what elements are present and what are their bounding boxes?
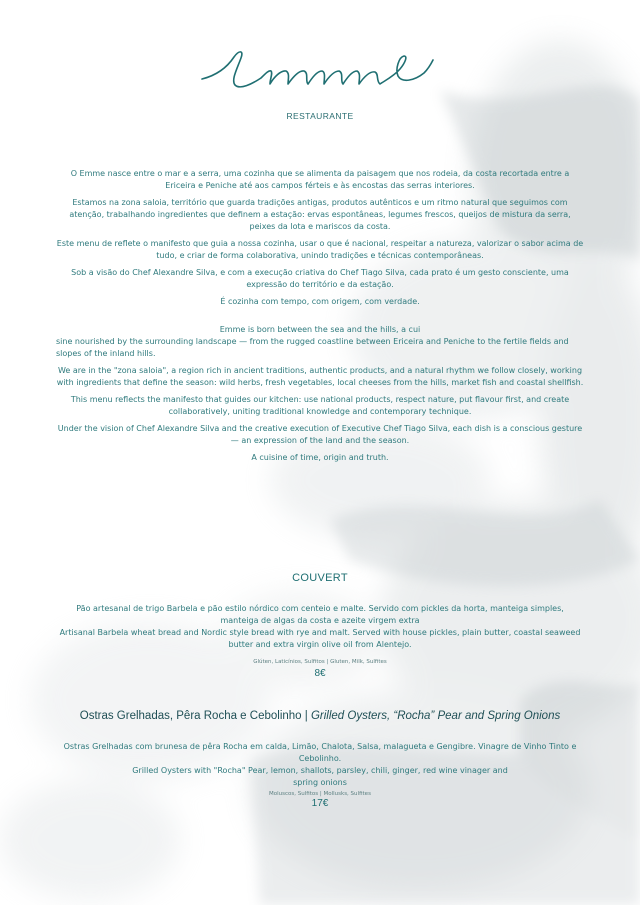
intro-pt-paragraph: O Emme nasce entre o mar e a serra, uma cozinha que se alimenta da paisagem que nos rodeia, da costa recortada entre a Ericeira e Peniche até aos campos férteis e às encostas das serras interiores. (70, 169, 570, 190)
intro-pt-paragraph: Estamos na zona saloia, território que guarda tradições antigas, produtos autênticos e um ritmo natural que seguimos com atenção, trabalhando ingredientes que definem a estação: ervas espontâneas, legumes frescos, queijos de mistura da serra, peixes da lota e mariscos da costa. (69, 198, 571, 231)
couvert-desc-pt: Pão artesanal de trigo Barbela e pão estilo nórdico com centeio e malte. Servido com pickles da horta, manteiga simples, manteiga de algas da costa e azeite virgem extra (76, 604, 564, 625)
intro-pt-paragraph: Este menu de reflete o manifesto que guia a nossa cozinha, usar o que é nacional, respeitar a natureza, valorizar o sabor acima de tudo, e criar de forma colaborativa, unindo tradições e técnicas contemporâneas. (56, 239, 584, 260)
intro-pt-paragraph: É cozinha com tempo, com origem, com verdade. (220, 297, 420, 306)
intro-en-line: Emme is born between the sea and the hills, a cui (219, 325, 421, 334)
couvert-price: 8€ (314, 668, 326, 679)
oysters-allergens: Moluscos, Sulfitos | Mollusks, Sulfites (269, 791, 371, 797)
intro-pt-paragraph: Sob a visão do Chef Alexandre Silva, e com a execução criativa do Chef Tiago Silva, cada prato é um gesto consciente, uma expressão do território e da estação. (71, 268, 569, 289)
emme-script-logo-icon (200, 42, 435, 94)
couvert-allergens: Glúten, Laticínios, Sulfitos | Gluten, Milk, Sulfites (253, 659, 387, 665)
intro-portuguese (56, 168, 584, 313)
restaurant-subtitle: RESTAURANTE (286, 111, 354, 121)
oysters-title (0, 710, 640, 722)
oysters-desc-pt: Ostras Grelhadas com brunesa de pêra Rocha em calda, Limão, Chalota, Salsa, malagueta e Gengibre. Vinagre de Vinho Tinto e Cebolinho. (63, 742, 577, 763)
intro-en-line: sine nourished by the surrounding landscape — from the rugged coastline between Ericeira and Peniche to the fertile fields and slopes of the inland hills. (56, 337, 569, 358)
oysters-desc-en: Grilled Oysters with "Rocha" Pear, lemon, shallots, parsley, chili, ginger, red wine vinager and (132, 766, 508, 775)
oysters-description (56, 741, 584, 810)
couvert-description (56, 603, 584, 680)
couvert-desc-en: Artisanal Barbela wheat bread and Nordic style bread with rye and malt. Served with house pickles, plain butter, coastal seaweed butter and extra virgin olive oil from Alentejo. (59, 628, 581, 649)
couvert-title: COUVERT (292, 572, 348, 584)
oysters-title-en: Grilled Oysters, “Rocha” Pear and Spring Onions (310, 710, 561, 722)
oysters-price: 17€ (311, 798, 329, 809)
intro-en-paragraph: We are in the "zona saloia", a region rich in ancient traditions, authentic products, and a natural rhythm we follow closely, working with ingredients that define the season: wild herbs, fresh vegetables, local cheeses from the hills, market fish and coastal shellfish. (56, 366, 584, 387)
intro-english (56, 324, 584, 469)
intro-en-paragraph: This menu reflects the manifesto that guides our kitchen: use national products, respect nature, put flavour first, and create collaboratively, uniting traditional knowledge and contemporary technique. (70, 395, 570, 416)
intro-en-paragraph: Under the vision of Chef Alexandre Silva and the creative execution of Executive Chef Tiago Silva, each dish is a conscious gesture — an expression of the land and the season. (57, 424, 583, 445)
oysters-desc-en: spring onions (293, 778, 347, 787)
intro-en-paragraph: A cuisine of time, origin and truth. (251, 453, 389, 462)
oysters-title-pt: Ostras Grelhadas, Pêra Rocha e Cebolinho | (79, 710, 311, 722)
